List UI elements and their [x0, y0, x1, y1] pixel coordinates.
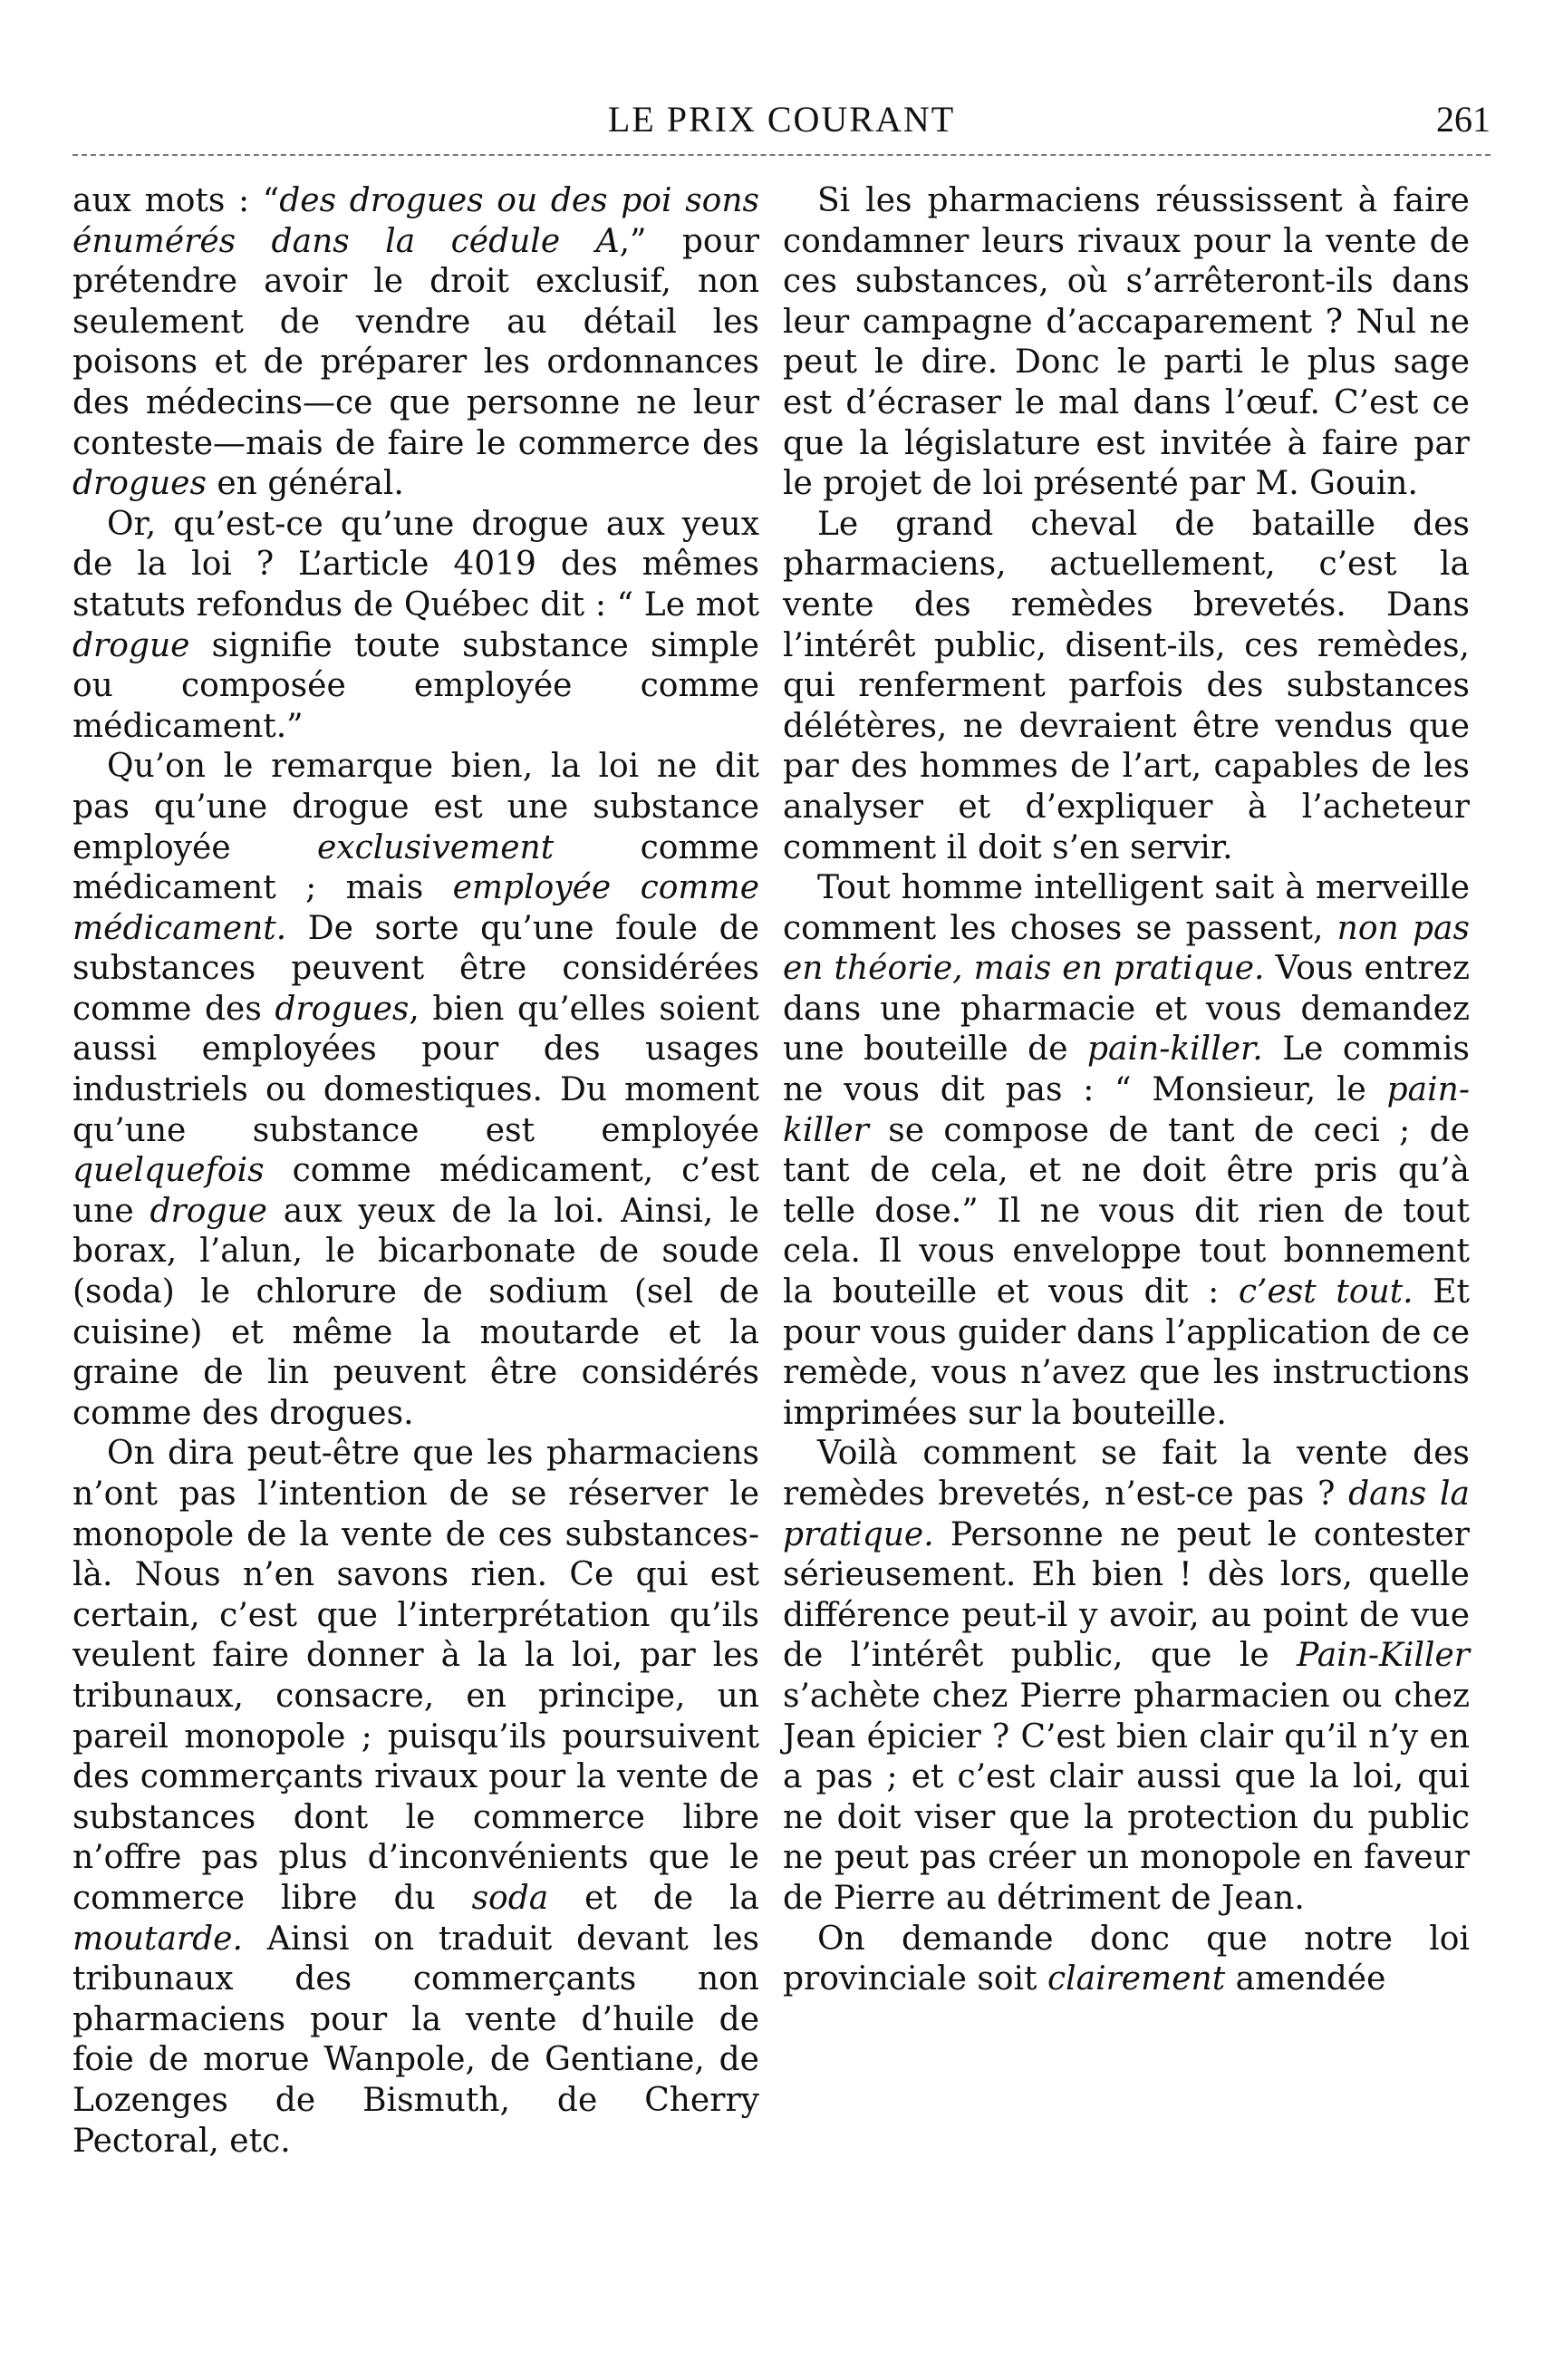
right-paragraph-2 — [783, 505, 1470, 868]
text-run: Voilà comment se fait la vente des remèdes brevetés, n’est-ce pas ? — [783, 1435, 1470, 1513]
italic-run: pain-killer. — [1086, 1030, 1263, 1069]
left-column — [72, 181, 759, 2162]
italic-run: drogue — [72, 626, 190, 664]
text-run: signifie toute substance simple ou composée employée comme médicament.” — [72, 626, 759, 745]
text-run: se compose de tant de ceci ; de tant de cela, et ne doit être pris qu’à telle dose.” Il ne vous dit rien de tout cela. Il vous enveloppe tout bonnement la bouteille et vous dit : — [783, 1111, 1470, 1311]
text-run: Qu’on le remarque bien, la loi ne dit pas qu’une drogue est une substance employée — [72, 748, 759, 866]
italic-run: des drogues ou des poi sons énumérés dans la cédule A — [72, 182, 759, 260]
left-paragraph-3 — [72, 747, 759, 1434]
italic-run: moutarde. — [72, 1920, 243, 1958]
text-run: On dira peut-être que les pharmaciens n’ont pas l’intention de se réserver le monopole de la vente de ces substances-là. Nous n’en savons rien. Ce qui est certain, c’est que l’interprétation qu’ils veulent faire donner à la la loi, par les tribunaux, consacre, en principe, un pareil monopole ; puisqu’ils poursuivent des commerçants rivaux pour la vente de substances dont le commerce libre n’offre pas plus d’inconvénients que le commerce libre du — [72, 1435, 759, 1917]
text-run: en général. — [206, 465, 404, 503]
right-paragraph-4 — [783, 1434, 1470, 1919]
right-column — [783, 181, 1470, 2000]
page-number: 261 — [1436, 99, 1491, 140]
italic-run: dans la pratique. — [783, 1475, 1470, 1553]
text-run: De sorte qu’une foule de substances peuvent être considérées comme des — [72, 909, 759, 1028]
text-run: ,” pour prétendre avoir le droit exclusif, non seulement de vendre au détail les poisons et de préparer les ordonnances des médecins—ce que personne ne leur conteste—mais de faire le commerce des — [72, 222, 759, 462]
italic-run: Pain-Killer — [1297, 1637, 1470, 1675]
header-rule — [72, 154, 1491, 156]
text-run: s’achète chez Pierre pharmacien ou chez Jean épicier ? C’est bien clair qu’il n’y en a pas ; et c’est clair aussi que la loi, qui ne doit viser que la protection du public ne peut pas créer un monopole en faveur de Pierre au détriment de Jean. — [783, 1677, 1470, 1917]
italic-run: quelquefois — [72, 1152, 265, 1190]
text-run: Tout homme intelligent sait à merveille comment les choses se passent, — [783, 869, 1470, 947]
page-header — [72, 98, 1491, 152]
text-run: On demande donc que notre loi provinciale soit — [783, 1920, 1470, 1998]
left-paragraph-2 — [72, 505, 759, 748]
text-run: Le grand cheval de bataille des pharmaciens, actuellement, c’est la vente des remèdes brevetés. Dans l’intérêt public, disent-ils, ces remèdes, qui renferment parfois des substances délétères, ne devraient être vendus que par des hommes de l’art, capables de les analyser et d’expliquer à l’acheteur comment il doit s’en servir. — [783, 505, 1470, 866]
text-run: et de la — [548, 1879, 759, 1917]
italic-run: exclusivement — [317, 828, 555, 866]
text-run: Si les pharmaciens réussissent à faire condamner leurs rivaux pour la vente de ces substances, où s’arrêteront-ils dans leur campagne d’accaparement ? Nul ne peut le dire. Donc le parti le plus sage est d’écraser le mal dans l’œuf. C’est ce que la législature est invitée à faire par le projet de loi présenté par M. Gouin. — [783, 182, 1470, 503]
text-run: Le commis ne vous dit pas : “ Monsieur, le — [783, 1030, 1470, 1109]
text-run: Personne ne peut le contester sérieusement. Eh bien ! dès lors, quelle différence peut-il y avoir, au point de vue de l’intérêt public, que le — [783, 1515, 1470, 1675]
text-run: Ainsi on traduit devant les tribunaux des commerçants non pharmaciens pour la vente d’huile de foie de morue Wanpole, de Gentiane, de Lozenges de Bismuth, de Cherry Pectoral, etc. — [72, 1920, 759, 2160]
right-paragraph-3 — [783, 868, 1470, 1434]
italic-run: clairement — [1047, 1960, 1226, 1998]
text-run: aux yeux de la loi. Ainsi, le borax, l’alun, le bicarbonate de soude (soda) le chlorure de sodium (sel de cuisine) et même la moutarde et la graine de lin peuvent être considérés comme des drogues. — [72, 1192, 759, 1432]
text-run: amendée — [1225, 1960, 1386, 1998]
italic-run: employée comme médicament. — [72, 869, 759, 947]
text-run: comme médicament, c’est une — [72, 1152, 759, 1230]
right-paragraph-5 — [783, 1920, 1470, 2000]
italic-run: soda — [471, 1879, 549, 1917]
left-paragraph-4 — [72, 1434, 759, 2162]
left-paragraph-1 — [72, 181, 759, 505]
italic-run: drogues — [275, 990, 410, 1028]
italic-run: pain-killer — [783, 1071, 1470, 1149]
italic-run: c’est tout. — [1238, 1273, 1413, 1311]
text-run: Or, qu’est-ce qu’une drogue aux yeux de la loi ? L’article 4019 des mêmes statuts refondus de Québec dit : “ Le mot — [72, 505, 759, 624]
right-paragraph-1 — [783, 181, 1470, 505]
text-run: comme médicament ; mais — [72, 828, 759, 907]
italic-run: non pas en théorie, mais en pratique. — [783, 909, 1470, 988]
text-run: aux mots : “ — [72, 182, 280, 219]
running-head: LE PRIX COURANT — [607, 99, 956, 140]
text-run: Vous entrez dans une pharmacie et vous demandez une bouteille de — [783, 950, 1470, 1069]
italic-run: drogue — [150, 1192, 267, 1230]
italic-run: drogues — [72, 465, 207, 503]
text-run: Et pour vous guider dans l’application de ce remède, vous n’avez que les instructions imprimées sur la bouteille. — [783, 1273, 1470, 1432]
text-run: , bien qu’elles soient aussi employées pour des usages industriels ou domestiques. Du moment qu’une substance est employée — [72, 990, 759, 1149]
